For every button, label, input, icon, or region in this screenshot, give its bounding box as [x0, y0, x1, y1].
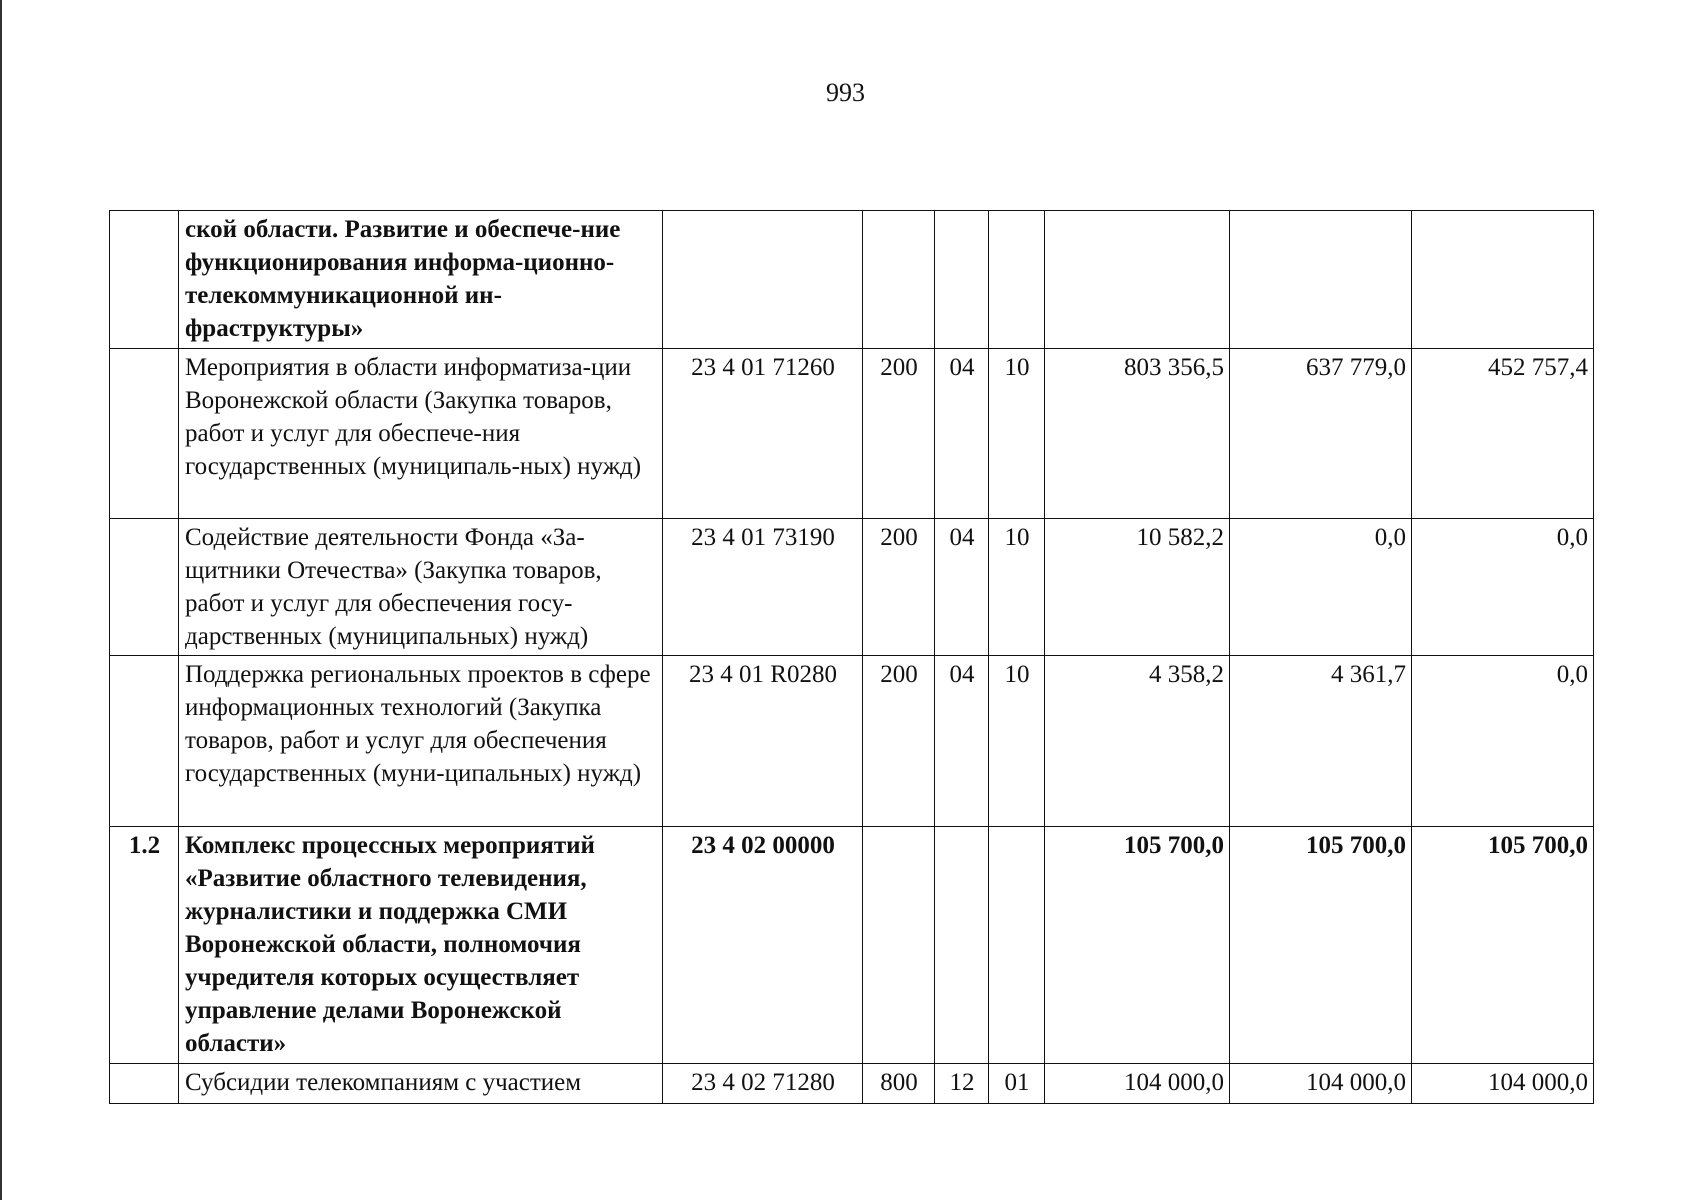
section-cell: 04	[935, 519, 989, 656]
sum-year-3-cell: 0,0	[1412, 656, 1594, 827]
item-name-cell: Мероприятия в области информатиза-ции Воронежской области (Закупка товаров, работ и услуг для обеспече-ния государственных (муниципаль-ных) нужд)	[179, 349, 663, 519]
item-name-cell: Субсидии телекомпаниям с участием	[179, 1064, 663, 1104]
table-row	[110, 349, 1594, 519]
row-number-cell	[110, 349, 179, 519]
row-number-cell	[110, 1064, 179, 1104]
sum-year-3-cell: 104 000,0	[1412, 1064, 1594, 1104]
sum-year-2-cell: 637 779,0	[1230, 349, 1412, 519]
subsection-cell	[989, 211, 1045, 349]
row-number-cell	[110, 519, 179, 656]
sum-year-2-cell: 0,0	[1230, 519, 1412, 656]
sum-year-2-cell: 105 700,0	[1230, 827, 1412, 1064]
subsection-cell: 01	[989, 1064, 1045, 1104]
expense-type-cell: 200	[863, 349, 935, 519]
target-code-cell: 23 4 01 71260	[663, 349, 863, 519]
budget-table	[109, 210, 1594, 1104]
section-cell	[935, 827, 989, 1064]
section-cell	[935, 211, 989, 349]
table-row	[110, 656, 1594, 827]
left-margin-line	[0, 0, 2, 1200]
target-code-cell: 23 4 01 73190	[663, 519, 863, 656]
sum-year-2-cell	[1230, 211, 1412, 349]
sum-year-2-cell: 4 361,7	[1230, 656, 1412, 827]
section-cell: 04	[935, 349, 989, 519]
sum-year-1-cell	[1045, 211, 1230, 349]
subsection-cell: 10	[989, 349, 1045, 519]
subsection-cell	[989, 827, 1045, 1064]
row-number-cell	[110, 211, 179, 349]
sum-year-3-cell: 105 700,0	[1412, 827, 1594, 1064]
page-number: 993	[826, 78, 865, 107]
sum-year-1-cell: 104 000,0	[1045, 1064, 1230, 1104]
target-code-cell: 23 4 02 00000	[663, 827, 863, 1064]
table-row	[110, 827, 1594, 1064]
sum-year-3-cell: 452 757,4	[1412, 349, 1594, 519]
item-name-cell: ской области. Развитие и обеспече-ние функционирования информа-ционно-телекоммуникационной ин-фраструктуры»	[179, 211, 663, 349]
target-code-cell	[663, 211, 863, 349]
sum-year-3-cell	[1412, 211, 1594, 349]
sum-year-1-cell: 803 356,5	[1045, 349, 1230, 519]
table-row	[110, 519, 1594, 656]
item-name-cell: Содействие деятельности Фонда «За-щитники Отечества» (Закупка товаров, работ и услуг для обеспечения госу-дарственных (муниципальных) нужд)	[179, 519, 663, 656]
target-code-cell: 23 4 02 71280	[663, 1064, 863, 1104]
expense-type-cell: 800	[863, 1064, 935, 1104]
sum-year-2-cell: 104 000,0	[1230, 1064, 1412, 1104]
target-code-cell: 23 4 01 R0280	[663, 656, 863, 827]
row-number-cell: 1.2	[110, 827, 179, 1064]
section-cell: 04	[935, 656, 989, 827]
table-row	[110, 1064, 1594, 1104]
expense-type-cell	[863, 827, 935, 1064]
item-name-cell: Поддержка региональных проектов в сфере информационных технологий (Закупка товаров, работ и услуг для обеспечения государственных (муни-ципальных) нужд)	[179, 656, 663, 827]
section-cell: 12	[935, 1064, 989, 1104]
expense-type-cell: 200	[863, 519, 935, 656]
subsection-cell: 10	[989, 656, 1045, 827]
subsection-cell: 10	[989, 519, 1045, 656]
table-row	[110, 211, 1594, 349]
expense-type-cell: 200	[863, 656, 935, 827]
expense-type-cell	[863, 211, 935, 349]
sum-year-1-cell: 10 582,2	[1045, 519, 1230, 656]
sum-year-3-cell: 0,0	[1412, 519, 1594, 656]
sum-year-1-cell: 105 700,0	[1045, 827, 1230, 1064]
row-number-cell	[110, 656, 179, 827]
sum-year-1-cell: 4 358,2	[1045, 656, 1230, 827]
item-name-cell: Комплекс процессных мероприятий «Развитие областного телевидения, журналистики и поддержка СМИ Воронежской области, полномочия учредителя которых осуществляет управление делами Воронежской области»	[179, 827, 663, 1064]
